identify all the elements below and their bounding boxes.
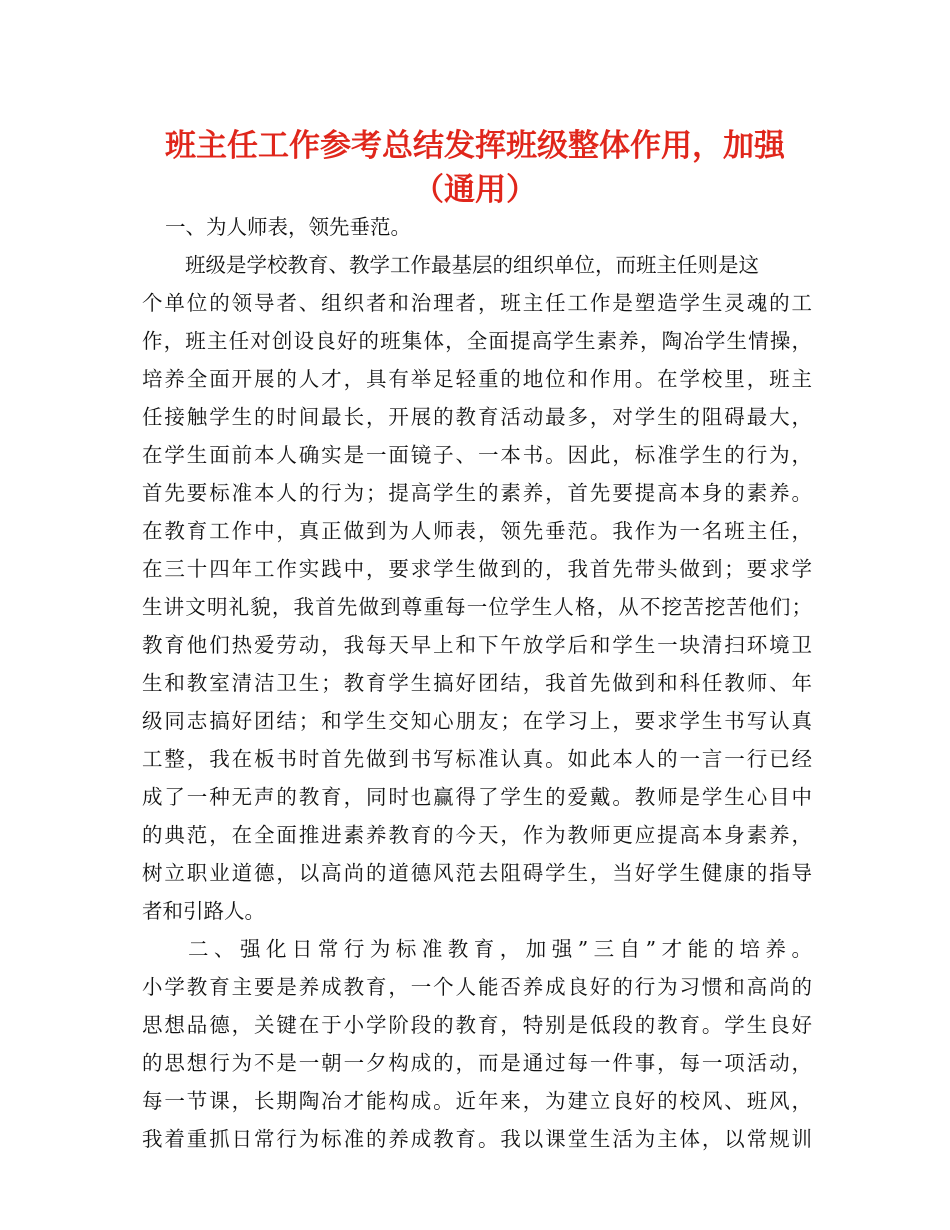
paragraph-line: 教育他们热爱劳动，我每天早上和下午放学后和学生一块清扫环境卫 [142, 633, 812, 657]
document-title [140, 124, 810, 212]
paragraph-line: 生和教室清洁卫生；教育学生搞好团结，我首先做到和科任教师、年 [142, 671, 812, 695]
paragraph-line: 级同志搞好团结；和学生交知心朋友；在学习上，要求学生书写认真 [142, 709, 812, 733]
paragraph-line: 在三十四年工作实践中，要求学生做到的，我首先带头做到；要求学 [142, 557, 812, 581]
paragraph-line: 小学教育主要是养成教育，一个人能否养成良好的行为习惯和高尚的 [142, 975, 812, 999]
paragraph-line: 我着重抓日常行为标准的养成教育。我以课堂生活为主体，以常规训 [142, 1127, 812, 1151]
paragraph-line: 班级是学校教育、教学工作最基层的组织单位，而班主任则是这 [185, 253, 759, 277]
paragraph-line: 的思想行为不是一朝一夕构成的，而是通过每一件事，每一项活动， [142, 1051, 812, 1075]
paragraph-line: 作，班主任对创设良好的班集体，全面提高学生素养，陶冶学生情操， [142, 329, 812, 353]
paragraph-line: 者和引路人。 [142, 899, 265, 923]
section-heading-1: 一、为人师表，领先垂范。 [165, 215, 411, 239]
paragraph-line: 任接触学生的时间最长，开展的教育活动最多，对学生的阻碍最大， [142, 405, 812, 429]
paragraph-line: 首先要标准本人的行为；提高学生的素养，首先要提高本身的素养。 [142, 481, 812, 505]
paragraph-line: 在学生面前本人确实是一面镜子、一本书。因此，标准学生的行为， [142, 443, 812, 467]
paragraph-line: 树立职业道德，以高尚的道德风范去阻碍学生，当好学生健康的指导 [142, 861, 812, 885]
paragraph-line: 的典范，在全面推进素养教育的今天，作为教师更应提高本身素养， [142, 823, 812, 847]
title-line-2: （通用） [413, 172, 537, 208]
section-heading-2: 二、强化日常行为标准教育，加强”三自”才能的培养。 [188, 937, 812, 961]
paragraph-line: 生讲文明礼貌，我首先做到尊重每一位学生人格，从不挖苦挖苦他们； [142, 595, 812, 619]
paragraph-line: 思想品德，关键在于小学阶段的教育，特别是低段的教育。学生良好 [142, 1013, 812, 1037]
paragraph-line: 成了一种无声的教育，同时也赢得了学生的爱戴。教师是学生心目中 [142, 785, 812, 809]
paragraph-line: 个单位的领导者、组织者和治理者，班主任工作是塑造学生灵魂的工 [142, 291, 812, 315]
title-line-1: 班主任工作参考总结发挥班级整体作用，加强 [165, 128, 785, 164]
paragraph-line: 每一节课，长期陶冶才能构成。近年来，为建立良好的校风、班风， [142, 1089, 812, 1113]
paragraph-line: 培养全面开展的人才，具有举足轻重的地位和作用。在学校里，班主 [142, 367, 812, 391]
paragraph-line: 工整，我在板书时首先做到书写标准认真。如此本人的一言一行已经 [142, 747, 812, 771]
paragraph-line: 在教育工作中，真正做到为人师表，领先垂范。我作为一名班主任， [142, 519, 812, 543]
